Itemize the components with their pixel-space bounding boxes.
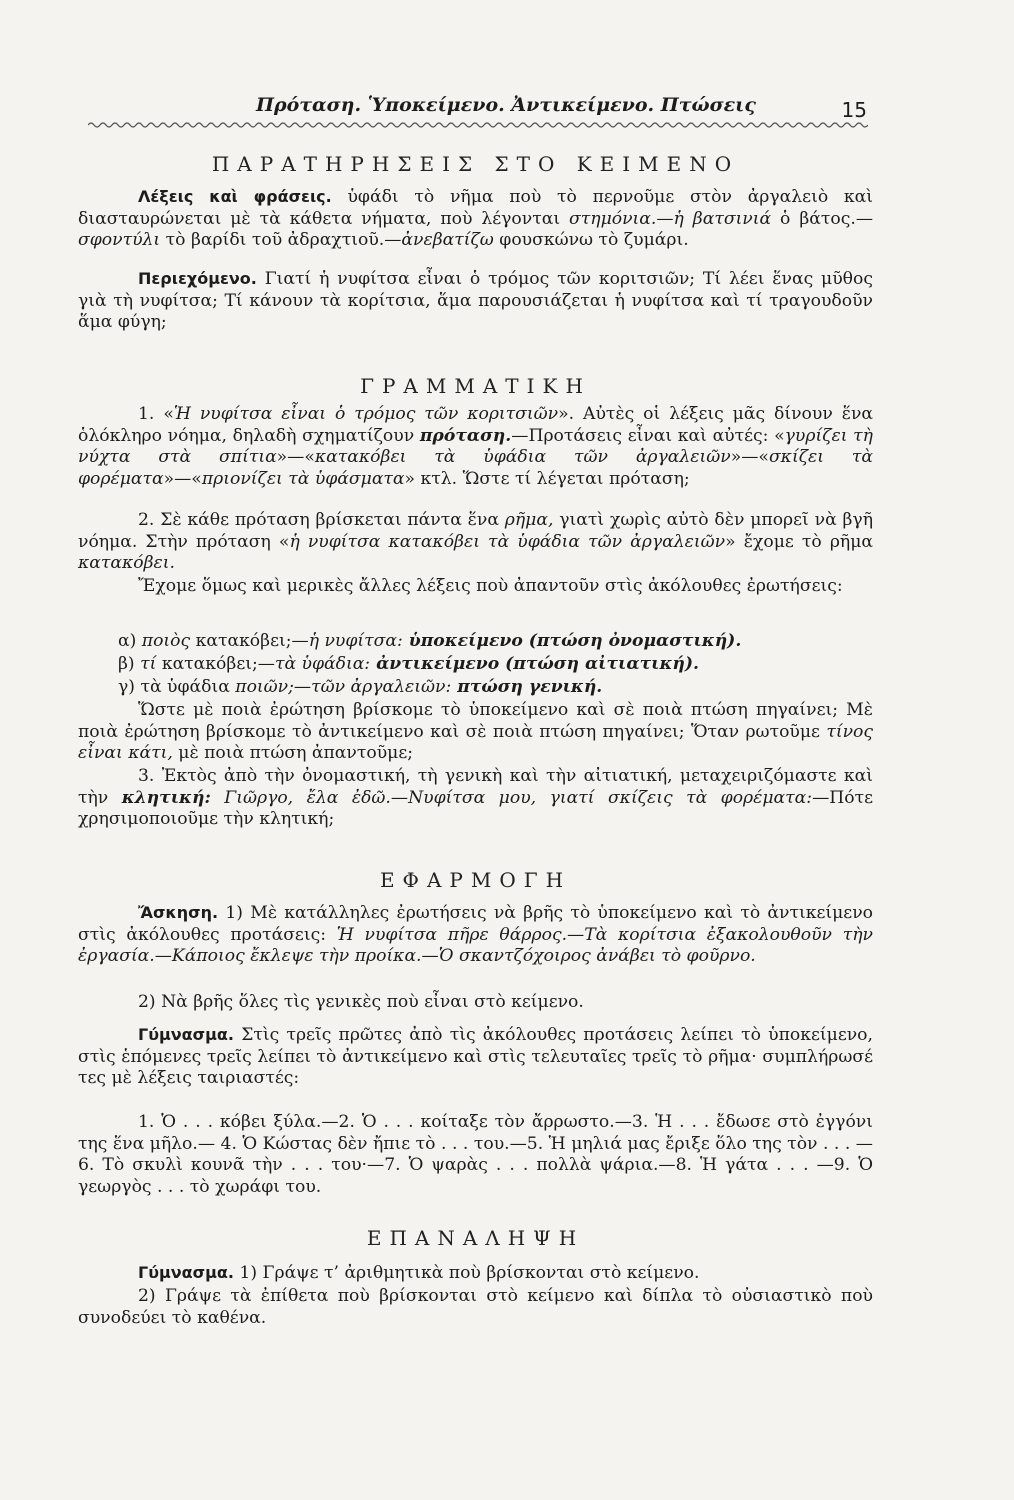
verb: κατακόβει.: [78, 553, 175, 573]
review-gymnasma-2: 2) Γράψε τὰ ἐπίθετα ποὺ βρίσκονται στὸ κείμενο καὶ δίπλα τὸ οὐσιαστικὸ ποὺ συνοδεύει τὸ καθένα.: [78, 1286, 873, 1328]
qa-line-a: [118, 630, 741, 652]
words-italic: σφοντύλι: [78, 230, 161, 250]
example: σκίζει τὰ φορέματα: [78, 447, 873, 489]
example: πριονίζει τὰ ὑφάσματα: [201, 468, 405, 489]
example-sentences: Ἡ νυφίτσα πῆρε θάρρος.—Τὰ κορίτσια ἐξακολουθοῦν τὴν ἐργασία.—Κάποιος ἔκλεψε τὴν προίκα.—Ὁ σκαντζόχοιρος ἀνάβει τὸ φοῦρνο.: [78, 924, 873, 966]
words-italic: ἀνεβατίζω: [401, 230, 494, 250]
example: γυρίζει τὴ νύχτα στὰ σπίτια: [78, 425, 873, 467]
text: »—«: [163, 468, 202, 489]
content-label: Περιεχόμενο.: [138, 269, 257, 288]
text: μὲ ποιὰ πτώση ἀπαντοῦμε;: [172, 743, 414, 763]
running-title: Πρόταση. Ὑποκείμενο. Ἀντικείμενο. Πτώσεις: [256, 94, 756, 116]
grammar-paragraph-1: [78, 404, 873, 490]
page-number: 15: [841, 98, 867, 122]
words-italic: στημόνια.: [569, 208, 657, 229]
text: 3. Ἐκτὸς ἀπὸ τὴν ὀνομαστική, τὴ γενικὴ καὶ τὴν αἰτιατική, μεταχειριζόμαστε καὶ τὴν: [78, 766, 873, 808]
book-page: [78, 0, 873, 1500]
qa-question: ποιὸς: [141, 631, 191, 651]
text: 1) Μὲ κατάλληλες ἐρωτήσεις νὰ βρῆς τὸ ὑποκείμενο καὶ τὸ ἀντικείμενο στὶς ἀκόλουθες προτάσεις:: [78, 903, 873, 945]
quote: ἡ νυφίτσα κατακόβει τὰ ὑφάδια τῶν ἀργαλειῶν: [289, 531, 726, 552]
qa-term: ἀντικείμενο (πτώση αἰτιατική).: [370, 654, 699, 674]
text: —Προτάσεις εἶναι καὶ αὐτές: «: [511, 425, 785, 446]
text: ». Αὐτὲς οἱ λέξεις μᾶς δίνουν ἕνα ὁλόκληρο νόημα, δηλαδὴ σχηματίζουν: [78, 404, 873, 446]
text: 1) Γράψε τ’ ἀριθμητικὰ ποὺ βρίσκονται στὸ κείμενο.: [233, 1263, 700, 1283]
text: γιατὶ χωρὶς αὐτὸ δὲν μπορεῖ νὰ βγῆ νόημα. Στὴν πρόταση «: [78, 510, 873, 552]
qa-term: ὑποκείμενο (πτώση ὀνομαστική).: [402, 631, 742, 651]
words-text: τὸ βαρίδι τοῦ ἀδραχτιοῦ.—: [160, 230, 402, 250]
gymnasma-label: Γύμνασμα.: [138, 1025, 234, 1044]
text: Στὶς τρεῖς πρῶτες ἀπὸ τὶς ἀκόλουθες προτάσεις λείπει τὸ ὑποκείμενο, στὶς ἑπόμενες τρεῖς λείπει τὸ ἀντικείμενο καὶ στὶς τελευταῖες τρεῖς τὸ ρῆμα· συμπλήρωσέ τες μὲ λέξεις ταιριαστές:: [78, 1025, 873, 1088]
example: Γιῶργο, ἔλα ἐδῶ.—Νυφίτσα μου, γιατί σκίζεις τὰ φορέματα:: [210, 787, 813, 808]
qa-question: τί: [140, 654, 157, 674]
term-protasi: πρόταση.: [419, 425, 512, 446]
section-title-application: ΕΦΑΡΜΟΓΗ: [379, 868, 572, 892]
section-title-observations: ΠΑΡΑΤΗΡΗΣΕΙΣ ΣΤΟ ΚΕΙΜΕΝΟ: [211, 152, 740, 176]
text: Ὥστε μὲ ποιὰ ἐρώτηση βρίσκομε τὸ ὑποκείμενο καὶ σὲ ποιὰ πτώση πηγαίνει; Μὲ ποιὰ ἐρώτηση βρίσκομε τὸ ἀντικείμενο καὶ σὲ ποιὰ πτώση πηγαίνει; Ὅταν ρωτοῦμε: [78, 700, 873, 742]
words-text: φουσκώνω τὸ ζυμάρι.: [493, 230, 689, 250]
grammar-paragraph-3: Ἔχομε ὅμως καὶ μερικὲς ἄλλες λέξεις ποὺ ἀπαντοῦν στὶς ἀκόλουθες ἐρωτήσεις:: [138, 576, 843, 596]
qa-letter: γ): [118, 677, 141, 697]
content-paragraph: [78, 268, 873, 334]
text: »—«: [276, 447, 315, 467]
grammar-paragraph-5: [78, 766, 873, 831]
gymnasma-items: 1. Ὁ . . . κόβει ξύλα.—2. Ὁ . . . κοίταξε τὸν ἄρρωστο.—3. Ἡ . . . ἔδωσε στὸ ἐγγόνι της ἕνα μῆλο.— 4. Ὁ Κώστας δὲν ἤπιε τὸ . . . του.—5. Ἡ μηλιά μας ἔριξε ὅλο της τὸν . . . —6. Τὸ σκυλὶ κουνᾶ τὴν . . . του·—7. Ὁ ψαρὰς . . . πολλὰ ψάρια.—8. Ἡ γάτα . . . —9. Ὁ γεωργὸς . . . τὸ χωράφι του.: [78, 1112, 873, 1197]
qa-text: τὰ ὑφάδια: [140, 677, 236, 697]
exercise-label: Ἄσκηση.: [138, 903, 219, 922]
text: —Πότε χρησιμοποιοῦμε τὴν κλητική;: [78, 787, 874, 829]
application-exercise-1: [78, 902, 873, 968]
words-italic: ἡ βατσινιά: [673, 208, 772, 229]
words-label: Λέξεις καὶ φράσεις.: [138, 187, 332, 206]
text: 1. «: [138, 404, 174, 424]
qa-line-c: [118, 676, 602, 698]
words-text: ὑφάδι τὸ νῆμα ποὺ τὸ περνοῦμε στὸν ἀργαλειὸ καὶ διασταυρώνεται μὲ τὰ κάθετα νήματα, ποὺ λέγονται: [78, 187, 873, 229]
section-title-grammar: ΓΡΑΜΜΑΤΙΚΗ: [360, 374, 591, 398]
text: »—«: [730, 447, 769, 467]
qa-letter: α): [118, 631, 142, 651]
qa-letter: β): [118, 654, 141, 674]
qa-line-b: [118, 653, 699, 675]
words-and-phrases: [78, 186, 873, 252]
application-exercise-2: 2) Νὰ βρῆς ὅλες τὶς γενικὲς ποὺ εἶναι στὸ κείμενο.: [138, 992, 584, 1012]
qa-answer: ἡ νυφίτσα:: [308, 631, 403, 651]
qa-term: πτώση γενική.: [451, 677, 603, 697]
term-klitiki: κλητική:: [121, 787, 211, 808]
review-gymnasma-1: [78, 1262, 873, 1285]
text: 2. Σὲ κάθε πρόταση βρίσκεται πάντα ἕνα: [138, 510, 505, 530]
text: » ἔχομε τὸ ρῆμα: [725, 531, 873, 552]
grammar-paragraph-4: [78, 700, 873, 765]
term-rima: ρῆμα,: [504, 510, 554, 530]
phrase: τίνος εἶναι κάτι,: [78, 721, 873, 763]
wavy-rule: [88, 118, 868, 132]
gymnasma-label: Γύμνασμα.: [138, 1263, 234, 1282]
quote: Ἡ νυφίτσα εἶναι ὁ τρόμος τῶν κοριτσιῶν: [173, 404, 559, 424]
section-title-review: ΕΠΑΝΑΛΗΨΗ: [366, 1226, 585, 1250]
qa-text: κατακόβει;—: [156, 654, 275, 674]
content-text: Γιατί ἡ νυφίτσα εἶναι ὁ τρόμος τῶν κοριτσιῶν; Τί λέει ἕνας μῦθος γιὰ τὴ νυφίτσα; Τί κάνουν τὰ κορίτσια, ἅμα παρουσιάζεται ἡ νυφίτσα καὶ τί τραγουδοῦν ἅμα φύγη;: [78, 269, 873, 332]
qa-answer: τὰ ὑφάδια:: [274, 654, 371, 674]
qa-answer: ποιῶν;—τῶν ἀργαλειῶν:: [235, 677, 452, 697]
application-gymnasma: [78, 1024, 873, 1090]
example: κατακόβει τὰ ὑφάδια τῶν ἀργαλειῶν: [314, 447, 731, 467]
qa-text: κατακόβει;—: [190, 631, 309, 651]
grammar-paragraph-2: [78, 510, 873, 575]
text: » κτλ. Ὥστε τί λέγεται πρόταση;: [404, 468, 690, 489]
words-text: ὁ βάτος.—: [771, 208, 874, 229]
words-text: —: [656, 208, 674, 229]
